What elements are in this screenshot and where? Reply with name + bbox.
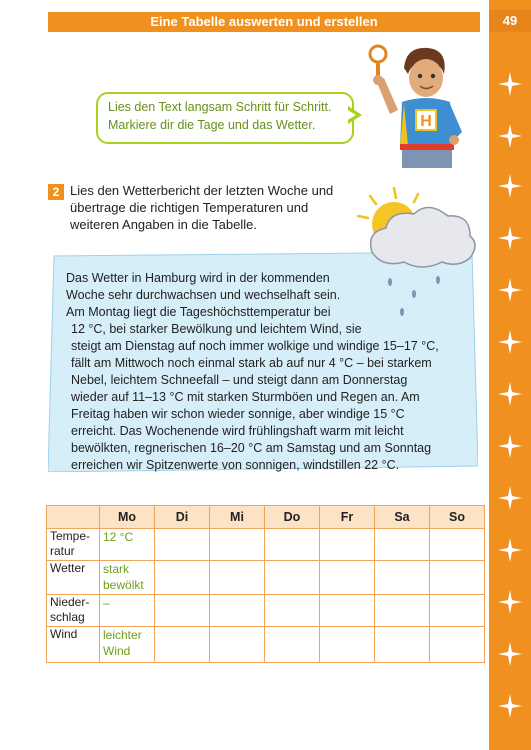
report-line: Das Wetter in Hamburg wird in der kommenden bbox=[66, 271, 330, 285]
table-row bbox=[47, 561, 485, 595]
star-icon bbox=[496, 122, 524, 150]
hero-character-illustration bbox=[362, 40, 472, 168]
table-cell[interactable] bbox=[375, 561, 430, 595]
table-cell[interactable] bbox=[265, 627, 320, 663]
table-cell[interactable] bbox=[320, 627, 375, 663]
table-cell[interactable] bbox=[320, 529, 375, 561]
row-label: Tempe- ratur bbox=[47, 529, 100, 561]
task-instruction bbox=[70, 182, 350, 233]
report-line: erreichen wir Spitzenwerte von sonnigen, windstillen 22 °C. bbox=[71, 458, 400, 472]
day-header: Mo bbox=[100, 506, 155, 529]
page-number: 49 bbox=[489, 10, 531, 32]
report-line: Woche sehr durchwachsen und wechselhaft sein. bbox=[66, 288, 341, 302]
speech-line: Markiere dir die Tage und das Wetter. bbox=[108, 118, 316, 132]
table-cell[interactable] bbox=[375, 627, 430, 663]
star-icon bbox=[496, 276, 524, 304]
row-label: Nieder- schlag bbox=[47, 595, 100, 627]
task-line: übertrage die richtigen Temperaturen und bbox=[70, 200, 309, 215]
star-icon bbox=[496, 484, 524, 512]
table-row bbox=[47, 627, 485, 663]
day-header: Di bbox=[155, 506, 210, 529]
table-cell[interactable] bbox=[375, 529, 430, 561]
table-row bbox=[47, 529, 485, 561]
task-number-badge: 2 bbox=[48, 184, 64, 200]
row-label: Wetter bbox=[47, 561, 100, 595]
day-header: Fr bbox=[320, 506, 375, 529]
table-cell[interactable] bbox=[265, 595, 320, 627]
table-row bbox=[47, 595, 485, 627]
page-title: Eine Tabelle auswerten und erstellen bbox=[150, 14, 378, 29]
table-corner-cell bbox=[47, 506, 100, 529]
star-icon bbox=[496, 224, 524, 252]
table-cell[interactable] bbox=[210, 529, 265, 561]
table-cell[interactable] bbox=[430, 627, 485, 663]
task-line: weiteren Angaben in die Tabelle. bbox=[70, 217, 257, 232]
table-cell[interactable] bbox=[430, 529, 485, 561]
task-line: Lies den Wetterbericht der letzten Woche und bbox=[70, 183, 334, 198]
table-cell[interactable] bbox=[375, 595, 430, 627]
table-cell[interactable] bbox=[265, 529, 320, 561]
table-cell[interactable] bbox=[430, 595, 485, 627]
star-icon bbox=[496, 328, 524, 356]
table-cell-mo[interactable]: – bbox=[100, 595, 155, 627]
weather-report-text bbox=[66, 270, 464, 474]
report-line: Nebel, leichtem Schneefall – und steigt dann am Donnerstag bbox=[71, 373, 408, 387]
star-icon bbox=[496, 380, 524, 408]
table-cell[interactable] bbox=[210, 595, 265, 627]
table-header-row bbox=[47, 506, 485, 529]
row-label: Wind bbox=[47, 627, 100, 663]
table-cell[interactable] bbox=[430, 561, 485, 595]
table-cell[interactable] bbox=[210, 561, 265, 595]
star-icon bbox=[496, 640, 524, 668]
table-cell[interactable] bbox=[155, 561, 210, 595]
speech-bubble-text bbox=[108, 98, 348, 134]
report-line: 12 °C, bei starker Bewölkung und leichtem Wind, sie bbox=[71, 322, 362, 336]
table-cell[interactable] bbox=[265, 561, 320, 595]
shirt-letter: H bbox=[420, 113, 432, 130]
table-cell-mo[interactable]: 12 °C bbox=[100, 529, 155, 561]
table-cell[interactable] bbox=[320, 595, 375, 627]
table-cell[interactable] bbox=[155, 627, 210, 663]
table-cell[interactable] bbox=[155, 529, 210, 561]
day-header: So bbox=[430, 506, 485, 529]
report-line: wieder auf 11–13 °C mit starken Sturmböen und Regen an. Am bbox=[71, 390, 420, 404]
star-icon bbox=[496, 692, 524, 720]
report-line: bewölkten, regnerischen 16–20 °C am Samstag und am Sonntag bbox=[71, 441, 432, 455]
side-strip bbox=[489, 0, 531, 750]
weather-table bbox=[46, 505, 485, 663]
report-line: Freitag haben wir schon wieder sonnige, aber windige 15 °C bbox=[71, 407, 405, 421]
day-header: Sa bbox=[375, 506, 430, 529]
star-icon bbox=[496, 536, 524, 564]
speech-line: Lies den Text langsam Schritt für Schritt. bbox=[108, 100, 332, 114]
report-line: Am Montag liegt die Tageshöchsttemperatur bei bbox=[66, 305, 331, 319]
table-cell-mo[interactable]: leichter Wind bbox=[100, 627, 155, 663]
table-cell[interactable] bbox=[155, 595, 210, 627]
star-icon bbox=[496, 432, 524, 460]
report-line: steigt am Dienstag auf noch immer wolkige und windige 15–17 °C, bbox=[71, 339, 439, 353]
table-cell[interactable] bbox=[320, 561, 375, 595]
star-icon bbox=[496, 588, 524, 616]
star-icon bbox=[496, 172, 524, 200]
day-header: Mi bbox=[210, 506, 265, 529]
day-header: Do bbox=[265, 506, 320, 529]
report-line: fällt am Mittwoch noch einmal stark ab auf nur 4 °C – bei starkem bbox=[71, 356, 432, 370]
table-cell-mo[interactable]: stark bewölkt bbox=[100, 561, 155, 595]
report-line: erreicht. Das Wochenende wird frühlingshaft warm mit leicht bbox=[71, 424, 404, 438]
table-cell[interactable] bbox=[210, 627, 265, 663]
star-icon bbox=[496, 70, 524, 98]
